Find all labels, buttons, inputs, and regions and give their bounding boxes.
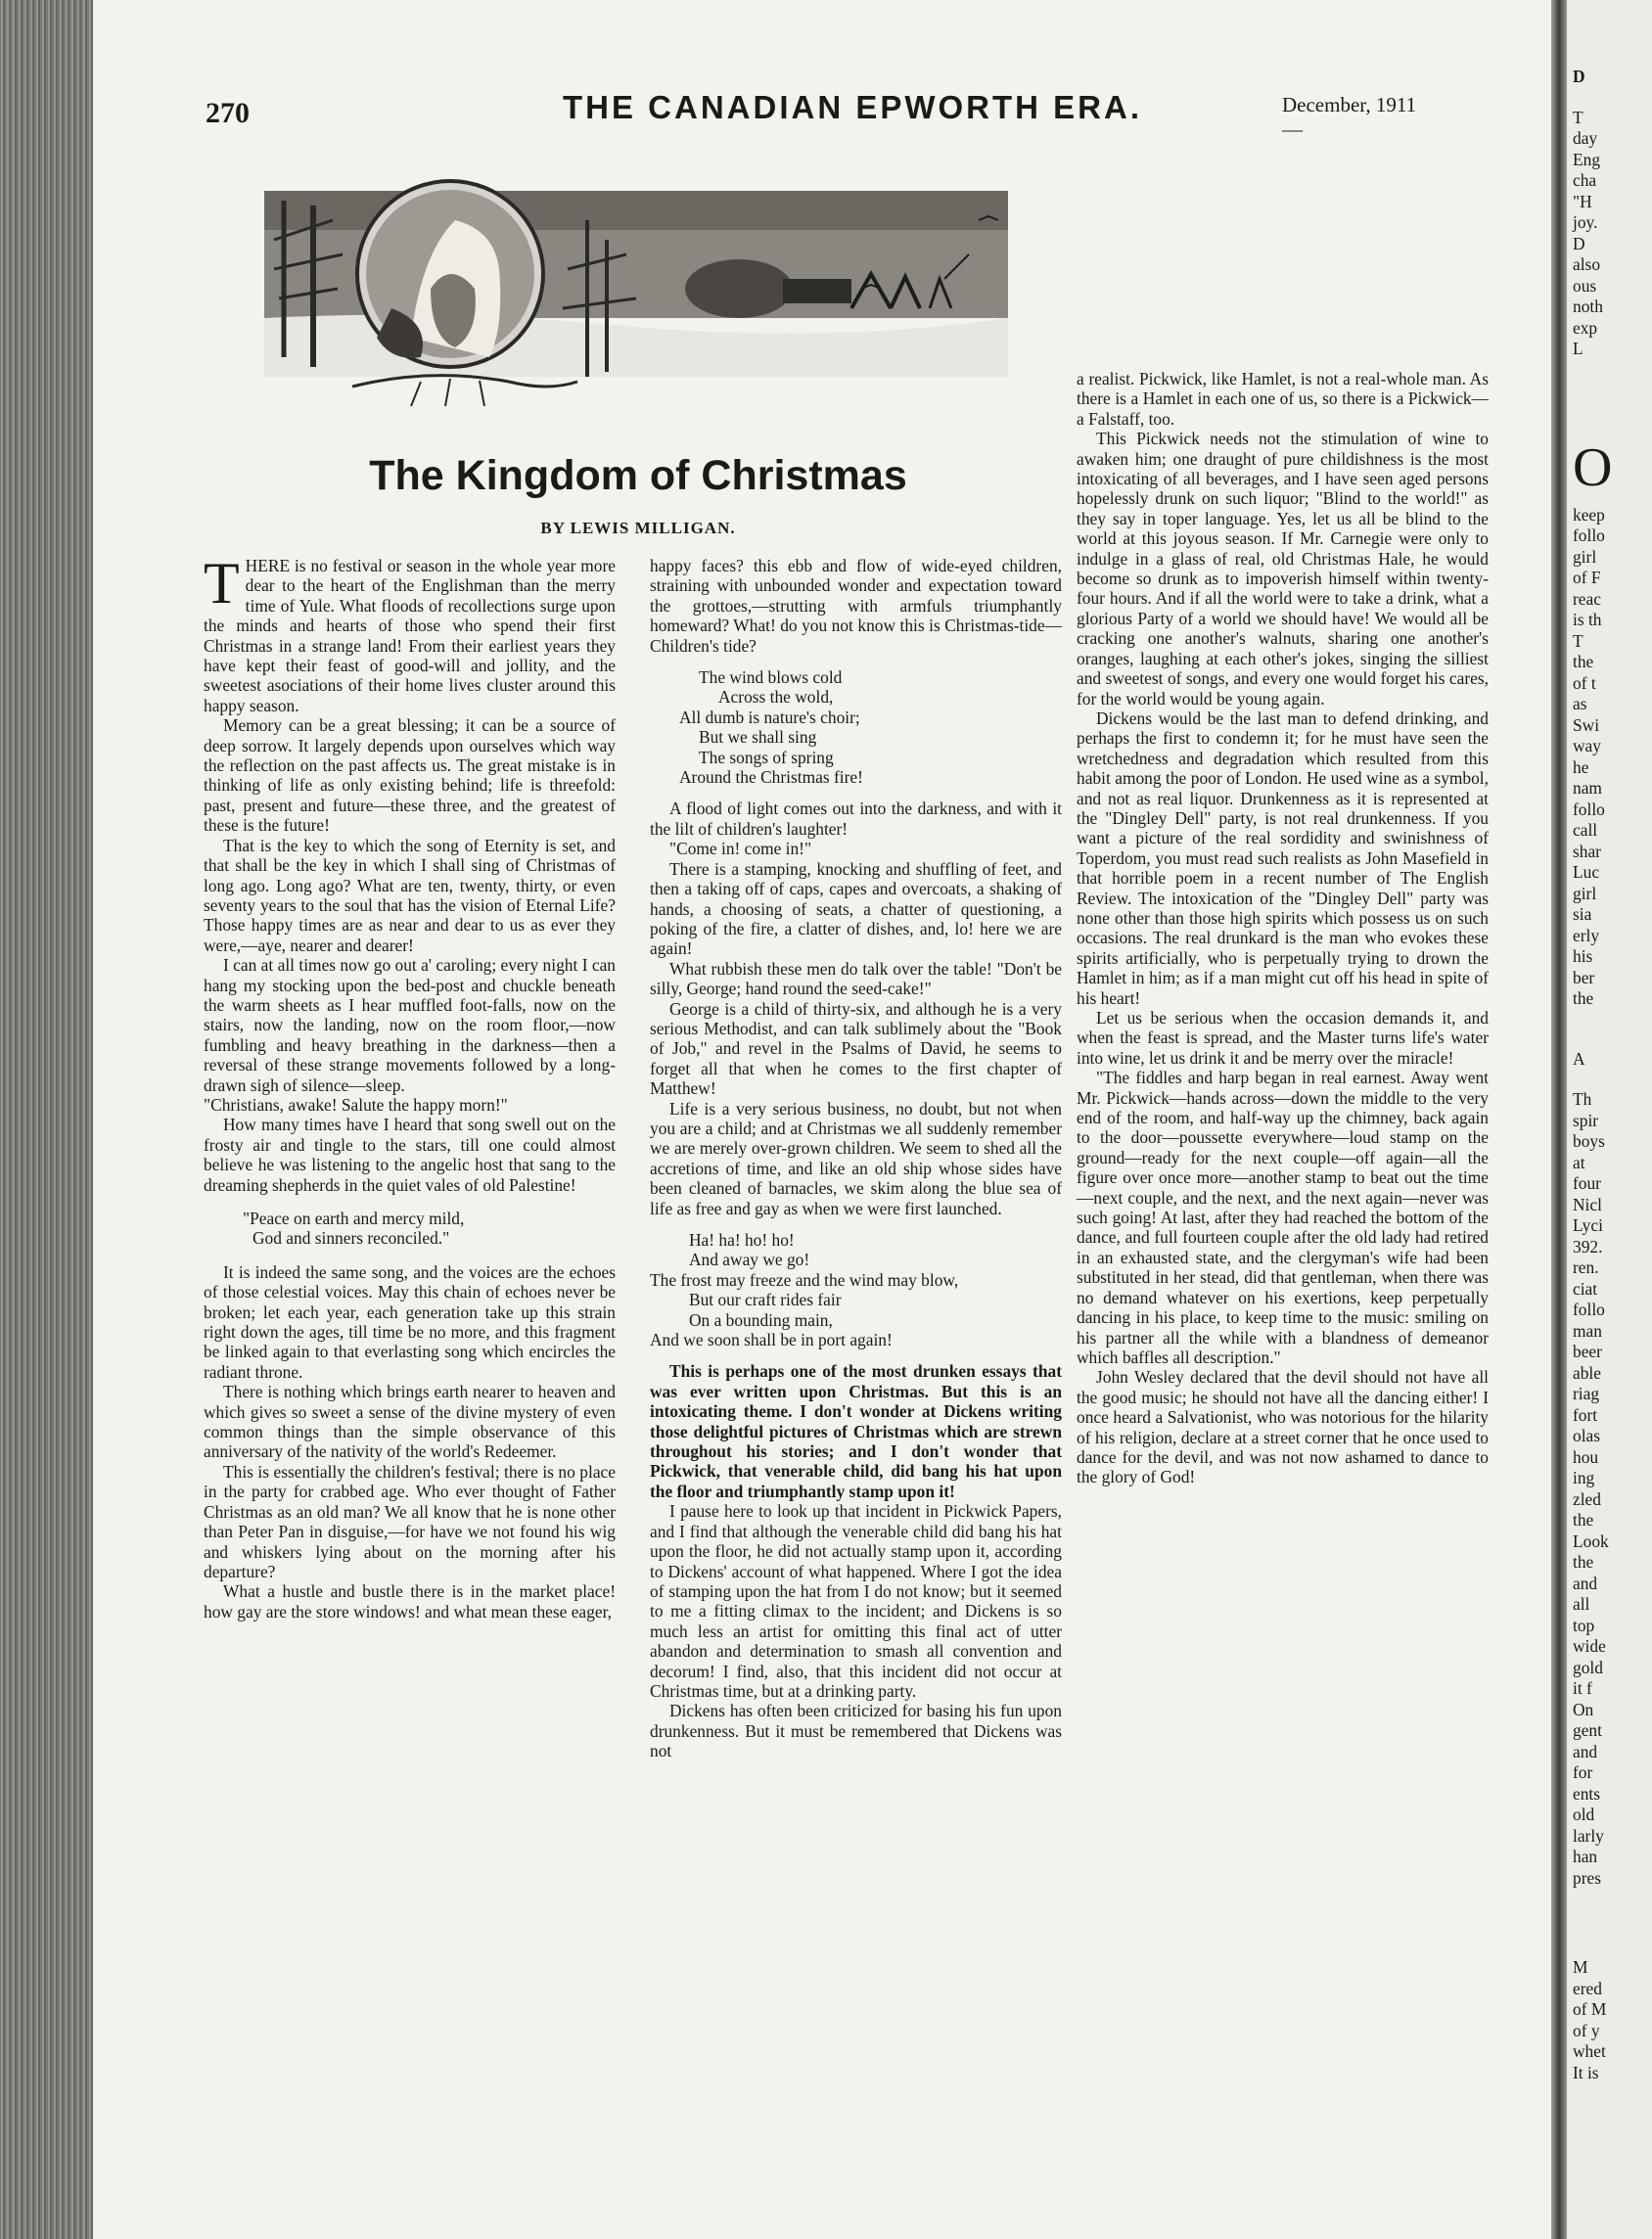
next-page-text-fragment: It is bbox=[1573, 2062, 1599, 2082]
book-page-edges bbox=[0, 0, 93, 2239]
next-page-text-fragment: call bbox=[1573, 820, 1598, 840]
paragraph: A flood of light comes out into the darkness, and with it the lilt of children's laughter! bbox=[650, 799, 1062, 839]
paragraph: What rubbish these men do talk over the table! "Don't be silly, George; hand round the seed-cake!" bbox=[650, 958, 1062, 999]
next-page-text-fragment: and bbox=[1573, 1741, 1598, 1761]
next-page-text-fragment: ered bbox=[1573, 1978, 1602, 1998]
next-page-text-fragment: L bbox=[1573, 339, 1583, 358]
next-page-text-fragment: 392. bbox=[1573, 1236, 1603, 1257]
next-page-text-fragment: ren. bbox=[1573, 1257, 1599, 1277]
next-page-text-fragment: On bbox=[1573, 1699, 1594, 1719]
next-page-text-fragment: whet bbox=[1573, 2041, 1606, 2061]
next-page-text-fragment: all bbox=[1573, 1594, 1590, 1614]
verse-line: But we shall sing bbox=[699, 727, 817, 748]
next-page-text-fragment: M bbox=[1573, 1957, 1588, 1977]
paragraph: Life is a very serious business, no doubt, but not when you are a child; and at Christmas we all suddenly remember we are merely over-grown children. We seem to shed all the accretions of time, and like an old ship whose sides have been cleaned of barnacles, we skim along the blue sea of life as free and gay as when we were first launched. bbox=[650, 1098, 1062, 1218]
paragraph: "Come in! come in!" bbox=[669, 839, 812, 859]
article-byline: BY LEWIS MILLIGAN. bbox=[540, 519, 736, 537]
next-page-text-fragment: joy. bbox=[1573, 212, 1598, 232]
paragraph: This is essentially the children's festival; there is no place in the party for crabbed age. Who ever thought of Father Christmas as an old man? We all know that he is none other than Peter Pan in disguise,—for have we not found his wig and whiskers lying about on the morning after his departure? bbox=[204, 1461, 616, 1581]
next-page-text-fragment: Eng bbox=[1573, 149, 1601, 169]
paragraph: This Pickwick needs not the stimulation of wine to awaken him; one draught of pure childishness is the most intoxicating of all beverages, and I have seen aged persons hopelessly drunk on such liquor; "Blind to the world!" as they say in toper language. Yes, let us all be blind to the world at this joyous season. If Mr. Carnegie were only to indulge in a glass of real, old Christmas Hale, he would become so drunk as to impoverish himself within twenty-four hours. And if all the world were to take a drink, what a glorious Party of a world we should have! We would all be cracking one another's walnuts, sharing one another's oranges, laughing at each other's jokes, singing the silliest and sweetest of songs, and every one would forget his cares, for the world would be young again. bbox=[1077, 429, 1489, 708]
next-page-text-fragment: Luc bbox=[1573, 862, 1600, 882]
next-page-text-fragment: spir bbox=[1573, 1110, 1599, 1130]
next-page-text-fragment: girl bbox=[1573, 546, 1597, 567]
next-page-text-fragment: able bbox=[1573, 1362, 1601, 1383]
next-page-text-fragment: "H bbox=[1573, 191, 1592, 211]
next-page-text-fragment: man bbox=[1573, 1320, 1602, 1341]
next-page-text-fragment: larly bbox=[1573, 1825, 1604, 1846]
paragraph: What a hustle and bustle there is in the market place! how gay are the store windows! and what mean these eager, bbox=[204, 1581, 616, 1622]
next-page-text-fragment: gold bbox=[1573, 1657, 1603, 1677]
next-page-text-fragment: ber bbox=[1573, 967, 1595, 987]
next-page-text-fragment: boys bbox=[1573, 1131, 1605, 1151]
next-page-text-fragment: Lyci bbox=[1573, 1215, 1603, 1235]
next-page-text-fragment: he bbox=[1573, 756, 1589, 777]
next-page-text-fragment: fort bbox=[1573, 1404, 1598, 1425]
next-page-text-fragment: ents bbox=[1573, 1783, 1601, 1804]
next-page-text-fragment: four bbox=[1573, 1173, 1601, 1193]
next-page-text-fragment: is th bbox=[1573, 610, 1602, 629]
verse-line: On a bounding main, bbox=[689, 1309, 833, 1330]
verse-line: But our craft rides fair bbox=[689, 1290, 842, 1310]
next-page-text-fragment: sia bbox=[1573, 904, 1592, 924]
next-page-text-fragment: noth bbox=[1573, 297, 1603, 316]
next-page-text-fragment: T bbox=[1573, 107, 1583, 127]
next-page-text-fragment: olas bbox=[1573, 1426, 1601, 1445]
poem-verse-2 bbox=[650, 1230, 1062, 1349]
paragraph: happy faces? this ebb and flow of wide-eyed children, straining with unbounded wonder and expectation toward the grottoes,—strutting with armfuls triumphantly homeward? What! do you not know this is Christmas-tide—Children's tide? bbox=[650, 556, 1062, 656]
next-page-text-fragment: the bbox=[1573, 1552, 1594, 1572]
paragraph: Dickens would be the last man to defend drinking, and perhaps the first to condemn it; for he must have seen the wretchedness and degradation which resulted from this habit among the poor of London. He used wine as a symbol, and not as real liquor. Drunkenness as it is represented at the "Dingley Dell" party, is not real drunkenness. If you want a picture of the real sordidity and swinishness of Toperdom, you must read such realists as John Masefield in that horrible poem in a recent number of The English Review. The intoxication of the "Dingley Dell" party was none other than those high spirits which possess us on such occasions. The real drunkard is the man who evokes these spirits artificially, who is perpetually trying to drown the Hamlet in him; as if a man might cut off his head in spite of his heart! bbox=[1077, 708, 1489, 1008]
next-page-text-fragment: reac bbox=[1573, 588, 1601, 609]
next-page-text-fragment: A bbox=[1573, 1048, 1585, 1069]
paragraph: George is a child of thirty-six, and although he is a very serious Methodist, and can talk sublimely about the "Book of Job," and revel in the Psalms of David, he seems to forget all that when he comes to the first chapter of Matthew! bbox=[650, 998, 1062, 1099]
poem-verse-1 bbox=[679, 667, 1062, 787]
next-page-text-fragment: T bbox=[1573, 630, 1583, 651]
next-page-text-fragment: keep bbox=[1573, 504, 1605, 525]
book-gutter bbox=[1551, 0, 1567, 2239]
next-page-text-fragment: erly bbox=[1573, 925, 1600, 945]
next-page-text-fragment: D bbox=[1573, 67, 1585, 86]
paragraph: There is nothing which brings earth nearer to heaven and which gives so sweet a sense of the divine mystery of even common things than the simple observance of this anniversary of the nativity of the world's Redeemer. bbox=[204, 1382, 616, 1462]
paragraph: Memory can be a great blessing; it can be a source of deep sorrow. It largely depends upon ourselves which way the reflection on the past affects us. The great mistake is in thinking of life as only existing behind; life is threefold: past, present and future—these three, and the greatest of these is the future! bbox=[204, 715, 616, 836]
next-page-fragment bbox=[1567, 0, 1652, 2239]
next-page-text-fragment: shar bbox=[1573, 841, 1601, 861]
paragraph: Dickens has often been criticized for basing his fun upon drunkenness. But it must be remembered that Dickens was not bbox=[650, 1701, 1062, 1761]
next-page-text-fragment: follo bbox=[1573, 525, 1605, 545]
paragraph: There is a stamping, knocking and shuffling of feet, and then a taking off of caps, capes and overcoats, a shaking of hands, a choosing of seats, a chatter of questioning, a poking of the fire, a clatter of dishes, and, lo! here we are again! bbox=[650, 858, 1062, 959]
verse-line: And away we go! bbox=[689, 1250, 810, 1270]
next-page-text-fragment: of F bbox=[1573, 568, 1601, 587]
next-page-text-fragment: girl bbox=[1573, 883, 1597, 903]
verse-line: Around the Christmas fire! bbox=[679, 767, 863, 788]
next-page-text-fragment: of M bbox=[1573, 1999, 1607, 2019]
page-header bbox=[113, 83, 1434, 141]
next-page-text-fragment: of t bbox=[1573, 672, 1596, 693]
next-page-text-fragment: wide bbox=[1573, 1636, 1606, 1656]
article-title: The Kingdom of Christmas bbox=[369, 452, 907, 499]
next-page-text-fragment: Look bbox=[1573, 1531, 1609, 1551]
next-page-text-fragment: day bbox=[1573, 128, 1598, 148]
next-page-text-fragment: the bbox=[1573, 652, 1594, 671]
next-page-text-fragment: D bbox=[1573, 233, 1585, 253]
next-page-text-fragment: as bbox=[1573, 694, 1587, 713]
next-page-text-fragment: gent bbox=[1573, 1720, 1602, 1740]
article-column-3 bbox=[1077, 369, 1489, 1487]
next-page-text-fragment: and bbox=[1573, 1573, 1598, 1593]
verse-line: Across the wold, bbox=[718, 687, 834, 708]
masthead: THE CANADIAN EPWORTH ERA. bbox=[563, 89, 1142, 125]
verse-line: "Peace on earth and mercy mild, bbox=[243, 1209, 465, 1228]
paragraph: It is indeed the same song, and the voices are the echoes of those celestial voices. May this chain of echoes never be broken; let each year, each generation take up this strain right down the ages, till time be no more, and this fragment be linked again to that everlasting song which encircles the radiant throne. bbox=[204, 1261, 616, 1382]
paragraph: John Wesley declared that the devil should not have all the good music; he should not have all the dancing either! I once heard a Salvationist, who was notorious for the hilarity of his religion, declare at a street corner that he once used to dance for the devil, and was not now ashamed to dance to the glory of God! bbox=[1077, 1367, 1489, 1487]
next-page-text-fragment: ous bbox=[1573, 275, 1597, 296]
next-page-text-fragment: beer bbox=[1573, 1342, 1602, 1361]
next-page-text-fragment: zled bbox=[1573, 1488, 1601, 1509]
paragraph: I pause here to look up that incident in Pickwick Papers, and I find that although the venerable child did bang his hat upon the floor, he did not actually stamp upon it, according to Dickens' account of what happened. Where I got the idea of stamping upon the hat from I do not know; but it seemed to me a fitting climax to the incident; and Dickens is so much less an artist for omitting this final act of utter abandon and determination to smash all convention and decorum! I find, also, that this incident did not occur at Christmas time, but at a drinking party. bbox=[650, 1501, 1062, 1701]
next-page-text-fragment: riag bbox=[1573, 1384, 1600, 1403]
next-page-text-fragment: it f bbox=[1573, 1678, 1592, 1698]
next-page-text-fragment: cha bbox=[1573, 170, 1597, 190]
next-page-text-fragment: the bbox=[1573, 988, 1594, 1008]
verse-line: And we soon shall be in port again! bbox=[650, 1330, 893, 1350]
issue-date: December, 1911— bbox=[1282, 93, 1417, 141]
next-page-text-fragment: exp bbox=[1573, 317, 1598, 338]
next-page-text-fragment: han bbox=[1573, 1847, 1598, 1866]
paragraph: "The fiddles and harp began in real earnest. Away went Mr. Pickwick—hands across—down the middle to the very end of the room, and half-way up the chimney, back again to the door—poussette everywhere—loud stamp on the ground—ready for the next couple—off again—all the figure over once more—another stamp to beat out the time—next couple, and the next, and the next again—never was such going! At last, after they had reached the bottom of the dance, and full fourteen couple after the old lady had retired in an exhausted state, and the clergyman's wife had been substituted in her stead, did that gentleman, when there was no demand whatever on his exertions, keep perpetually dancing in his place, to keep time to the music: smiling on his partner all the while with a blandness of demeanor which baffles all description." bbox=[1077, 1068, 1489, 1367]
page-number: 270 bbox=[206, 97, 250, 129]
next-page-text-fragment: pres bbox=[1573, 1867, 1601, 1888]
verse-line: The songs of spring bbox=[699, 747, 834, 767]
carol-quote: "Christians, awake! Salute the happy morn!" bbox=[204, 1094, 508, 1115]
next-page-text-fragment: ciat bbox=[1573, 1278, 1598, 1299]
paragraph: That is the key to which the song of Eternity is set, and that shall be the key in which I shall sing of Christmas of long ago. Long ago? What are ten, twenty, thirty, or even seventy years to the soul that has the vision of Eternal Life? Those happy times are as near and dear to us as ever they were,—aye, nearer and dearer! bbox=[204, 835, 616, 955]
next-page-text-fragment: nam bbox=[1573, 778, 1602, 798]
next-page-text-fragment: ing bbox=[1573, 1468, 1595, 1487]
next-page-text-fragment: Th bbox=[1573, 1089, 1592, 1109]
next-page-text-fragment: Swi bbox=[1573, 714, 1600, 735]
verse-line: Ha! ha! ho! ho! bbox=[689, 1230, 795, 1250]
next-page-text-fragment: hou bbox=[1573, 1446, 1599, 1467]
paragraph: This is perhaps one of the most drunken essays that was ever written upon Christmas. But this is an intoxicating theme. I don't wonder at Dickens writing those delightful pictures of Christmas which are strewn throughout his stories; and I don't wonder that Pickwick, that venerable child, did bang his hat upon the floor and triumphantly stamp upon it! bbox=[650, 1361, 1062, 1501]
next-page-text-fragment: his bbox=[1573, 946, 1593, 966]
drop-cap: T bbox=[204, 551, 240, 616]
verse-line: All dumb is nature's choir; bbox=[679, 707, 860, 727]
winter-scene-illustration bbox=[254, 161, 1018, 411]
paragraph: How many times have I heard that song swell out on the frosty air and tingle to the stars, till one could almost believe he was listening to the angelic host that sang to the dreaming shepherds in the quiet vales of old Palestine! bbox=[204, 1115, 616, 1195]
next-page-text-fragment: top bbox=[1573, 1615, 1595, 1635]
next-page-text-fragment: of y bbox=[1573, 2020, 1600, 2040]
next-page-text-fragment: Nicl bbox=[1573, 1194, 1602, 1214]
next-page-text-fragment: at bbox=[1573, 1152, 1585, 1172]
paragraph: a realist. Pickwick, like Hamlet, is not a real-whole man. As there is a Hamlet in each one of us, so there is a Pickwick—a Falstaff, too. bbox=[1077, 369, 1489, 429]
paragraph: THERE is no festival or season in the whole year more dear to the heart of the Englishman than the merry time of Yule. What floods of recollections surge upon the minds and hearts of those who spend their first Christmas in a strange land! From their earliest years they have kept their feast of good-will and jollity, and the sweetest asociations of their home lives cluster around this happy season. bbox=[204, 551, 616, 715]
verse-line: The wind blows cold bbox=[699, 667, 843, 688]
verse-line: God and sinners reconciled." bbox=[252, 1228, 450, 1249]
next-page-text-fragment: for bbox=[1573, 1762, 1593, 1782]
next-page-text-fragment: also bbox=[1573, 254, 1601, 274]
next-page-text-fragment: follo bbox=[1573, 799, 1605, 819]
next-page-text-fragment: old bbox=[1573, 1805, 1595, 1824]
article-column-2 bbox=[650, 556, 1062, 1761]
next-page-text-fragment: way bbox=[1573, 736, 1601, 755]
article-column-1 bbox=[204, 551, 616, 1622]
next-page-text-fragment: the bbox=[1573, 1510, 1594, 1530]
verse-line: The frost may freeze and the wind may blow, bbox=[650, 1269, 959, 1290]
paragraph: Let us be serious when the occasion demands it, and when the feast is spread, and the Master turns life's water into wine, let us drink it and be merry over the miracle! bbox=[1077, 1008, 1489, 1068]
carol-quote-verse bbox=[243, 1209, 616, 1249]
next-page-text-fragment: follo bbox=[1573, 1300, 1605, 1319]
next-page-text-fragment: O bbox=[1573, 436, 1613, 498]
paragraph: I can at all times now go out a' caroling; every night I can hang my stocking upon the bed-post and chuckle beneath the warm sheets as I hear muffled foot-falls, now on the stairs, now the landing, now on the room floor,—now fumbling and heavy breathing in the darkness—then a reversal of these strange movements followed by a long-drawn sigh of silence—sleep. bbox=[204, 955, 616, 1095]
